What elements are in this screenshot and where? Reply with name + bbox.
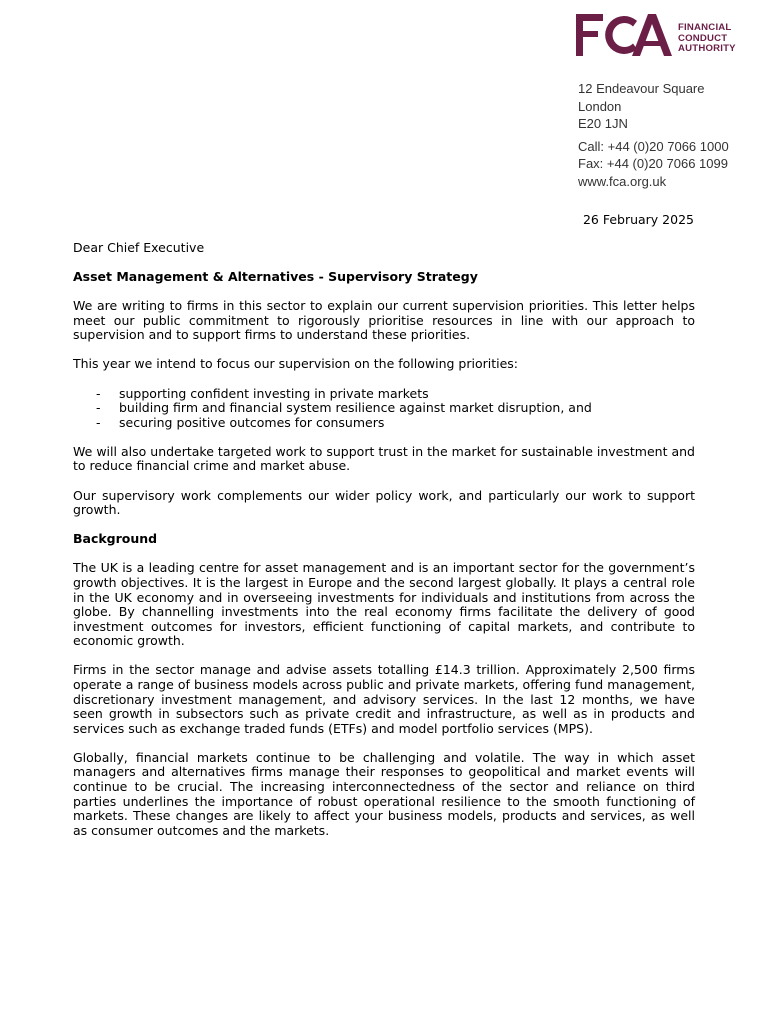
fca-monogram-icon (576, 12, 676, 58)
priorities-intro: This year we intend to focus our supervision on the following priorities: (73, 356, 519, 372)
priority-item: - securing positive outcomes for consumers (73, 416, 695, 431)
logo-word-financial: FINANCIAL (678, 22, 732, 33)
address-line-city: London (578, 98, 622, 114)
background-heading: Background (73, 531, 158, 547)
targeted-work-paragraph: We will also undertake targeted work to support trust in the market for sustainable investment and to reduce financial crime and market abuse. (73, 443, 695, 474)
letter-date: 26 February 2025 (582, 212, 694, 227)
address-web-link[interactable]: www.fca.org.uk (578, 173, 667, 189)
complements-paragraph: Our supervisory work complements our wider policy work, and particularly our work to support growth. (73, 487, 695, 518)
logo-word-authority: AUTHORITY (678, 43, 736, 54)
priority-item: - building firm and financial system resilience against market disruption, and (73, 401, 695, 416)
fca-logo (576, 12, 746, 62)
letter-subject: Asset Management & Alternatives - Supervisory Strategy (73, 269, 478, 285)
background-paragraph: Globally, financial markets continue to be challenging and volatile. The way in which asset managers and alternatives firms manage their responses to geopolitical and market events will continue to be crucial. The increasing interconnectedness of the sector and reliance on third parties underlines the importance of robust operational resilience to the smooth functioning of markets. These changes are likely to affect your business models, products and services, as well as consumer outcomes and the markets. (73, 749, 695, 838)
address-line-postcode: E20 1JN (578, 116, 628, 131)
salutation: Dear Chief Executive (73, 240, 205, 255)
priority-item: - supporting confident investing in private markets (73, 387, 695, 402)
priorities-list (73, 387, 695, 431)
background-paragraph: Firms in the sector manage and advise assets totalling £14.3 trillion. Approximately 2,500 firms operate a range of business models across public and private markets, offering fund management, discretionary investment management, and advisory services. In the last 12 months, we have seen growth in subsectors such as private credit and infrastructure, as well as in products and services such as exchange traded funds (ETFs) and model portfolio services (MPS). (73, 662, 695, 736)
logo-word-conduct: CONDUCT (678, 32, 728, 44)
letter-body (73, 241, 695, 853)
address-call: Call: +44 (0)20 7066 1000 (578, 138, 729, 154)
address-line-street: 12 Endeavour Square (578, 81, 705, 96)
fca-logo-wordmark (678, 23, 736, 55)
sender-address (578, 80, 729, 190)
intro-paragraph: We are writing to firms in this sector to explain our current supervision priorities. This letter helps meet our public commitment to rigorously prioritise resources in line with our approach to supervision and to support firms to understand these priorities. (73, 298, 695, 343)
background-paragraph: The UK is a leading centre for asset management and is an important sector for the government’s growth objectives. It is the largest in Europe and the second largest globally. It plays a central role in the UK economy and in overseeing investments for individuals and institutions from across the globe. By channelling investments into the real economy firms facilitate the delivery of good investment outcomes for investors, efficient functioning of capital markets, and contribute to economic growth. (73, 560, 695, 649)
address-fax: Fax: +44 (0)20 7066 1099 (578, 156, 728, 171)
